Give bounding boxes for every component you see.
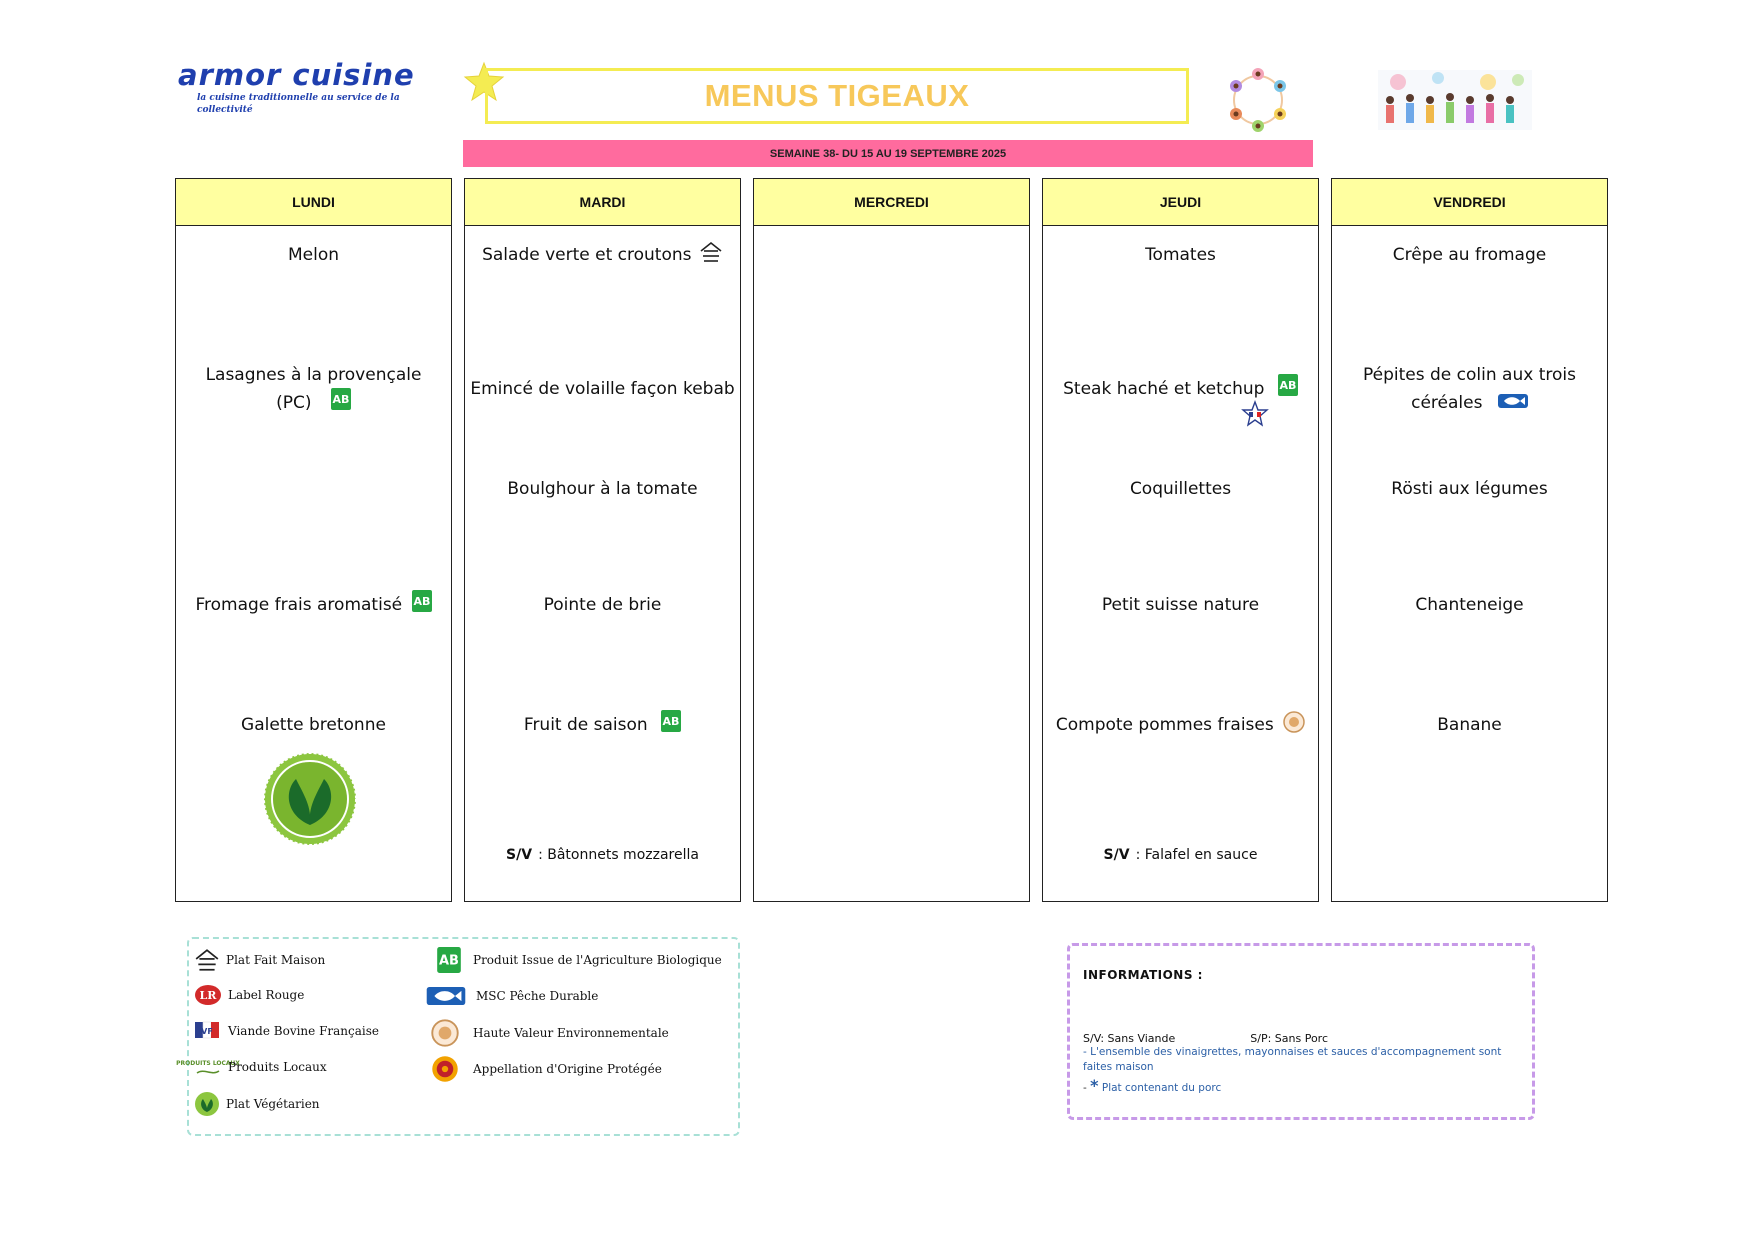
svg-text:LR: LR (199, 989, 217, 1002)
star-icon: * (1090, 1076, 1099, 1095)
dish-plat: Lasagnes à la provençale (PC) AB (205, 365, 422, 413)
ab-bio-icon (412, 590, 432, 612)
msc-fish-icon (426, 987, 466, 1005)
leaf-badge-icon (262, 751, 358, 847)
dish-plat: Emincé de volaille façon kebab (470, 379, 735, 399)
legend-aop: Appellation d'Origine Protégée (429, 1055, 662, 1083)
info-sauces: - L'ensemble des vinaigrettes, mayonnaises et sauces d'accompagnement sont faites maison (1083, 1046, 1502, 1073)
vbf-star-icon (1241, 401, 1269, 427)
dish-accompagnement: Boulghour à la tomate (507, 479, 698, 499)
house-icon (194, 947, 220, 973)
alternative-dish (1043, 847, 1318, 863)
hve-badge-icon (429, 1019, 461, 1047)
legend-hve: Haute Valeur Environnementale (429, 1019, 669, 1047)
legend-produits-locaux: PRODUITS LOCAUX Produits Locaux (194, 1055, 327, 1079)
alt-label: S/V (506, 847, 533, 863)
day-header: LUNDI (176, 179, 451, 226)
svg-text:VF: VF (201, 1027, 213, 1036)
brand-name: armor cuisine (178, 58, 415, 92)
day-column-mercredi (753, 178, 1030, 902)
children-circle-illustration (1218, 64, 1298, 136)
svg-text:AB: AB (332, 393, 350, 406)
alt-label: S/V (1103, 847, 1130, 863)
legend-box (176, 937, 740, 1136)
day-header: JEUDI (1043, 179, 1318, 226)
alternative-dish (465, 847, 740, 863)
dish-entree: Crêpe au fromage (1392, 245, 1547, 265)
produits-locaux-icon (176, 1055, 240, 1079)
dish-accompagnement: Coquillettes (1129, 479, 1232, 499)
dish-laitage: Petit suisse nature (1101, 595, 1260, 615)
svg-text:PRODUITS LOCAUX: PRODUITS LOCAUX (176, 1060, 240, 1067)
info-box (1067, 943, 1535, 1120)
title-box (485, 68, 1189, 124)
alt-value: : Bâtonnets mozzarella (538, 847, 699, 863)
alt-value: : Falafel en sauce (1135, 847, 1258, 863)
page-title: MENUS TIGEAUX (704, 78, 970, 113)
dish-laitage: Fromage frais aromatisé AB (176, 591, 451, 619)
legend-vegetarien: Plat Végétarien (194, 1091, 320, 1117)
children-group-illustration (1378, 70, 1532, 130)
day-column-vendredi (1331, 178, 1608, 902)
day-header: VENDREDI (1332, 179, 1607, 226)
info-title: INFORMATIONS : (1083, 968, 1203, 982)
info-sv: S/V: Sans Viande (1083, 1032, 1176, 1045)
dish-dessert: Galette bretonne (241, 715, 386, 735)
brand-tagline: la cuisine traditionnelle au service de la collectivité (197, 93, 400, 115)
msc-fish-icon (1498, 394, 1528, 408)
legend-label-rouge: LR Label Rouge (194, 983, 304, 1007)
dish-plat: Steak haché et ketchup AB (1043, 375, 1318, 403)
day-header: MERCREDI (754, 179, 1029, 226)
day-column-mardi (464, 178, 741, 902)
svg-text:AB: AB (1279, 379, 1297, 392)
day-header: MARDI (465, 179, 740, 226)
dish-accompagnement: Rösti aux légumes (1391, 479, 1548, 499)
vbf-icon (194, 1019, 222, 1043)
info-porc: - * Plat contenant du porc (1083, 1076, 1222, 1095)
ab-bio-icon (1278, 374, 1298, 396)
legend-bio: AB Produit Issue de l'Agriculture Biologique (437, 947, 722, 973)
week-banner: SEMAINE 38- DU 15 AU 19 SEPTEMBRE 2025 (463, 140, 1313, 167)
dish-entree: Tomates (1145, 245, 1216, 265)
house-icon (699, 240, 723, 264)
day-column-lundi (175, 178, 452, 902)
svg-text:AB: AB (439, 953, 459, 969)
info-sp: S/P: Sans Porc (1250, 1032, 1328, 1045)
dish-entree: Salade verte et croutons (465, 241, 740, 269)
leaf-badge-icon (194, 1091, 220, 1117)
svg-text:AB: AB (662, 715, 680, 728)
dish-dessert: Compote pommes fraises (1043, 711, 1318, 739)
aop-icon (429, 1055, 461, 1083)
ab-bio-icon (437, 947, 461, 973)
dish-laitage: Chanteneige (1415, 595, 1524, 615)
legend-vbf: VF Viande Bovine Française (194, 1019, 379, 1043)
armor-cuisine-logo (178, 58, 438, 118)
dish-note: (PC) (276, 393, 312, 413)
info-abbreviations (1083, 1032, 1520, 1045)
hve-badge-icon (1283, 711, 1305, 733)
dish-plat: Pépites de colin aux trois céréales (1363, 365, 1576, 413)
dish-entree: Melon (287, 245, 340, 265)
label-rouge-icon (194, 983, 222, 1007)
ab-bio-icon (331, 388, 351, 410)
dish-dessert: Fruit de saison AB (465, 711, 740, 739)
svg-text:AB: AB (413, 595, 430, 608)
dish-dessert: Banane (1437, 715, 1502, 735)
ab-bio-icon (661, 710, 681, 732)
day-column-jeudi (1042, 178, 1319, 902)
legend-fait-maison: Plat Fait Maison (194, 947, 325, 973)
dish-laitage: Pointe de brie (543, 595, 662, 615)
legend-msc: MSC Pêche Durable (426, 987, 598, 1005)
